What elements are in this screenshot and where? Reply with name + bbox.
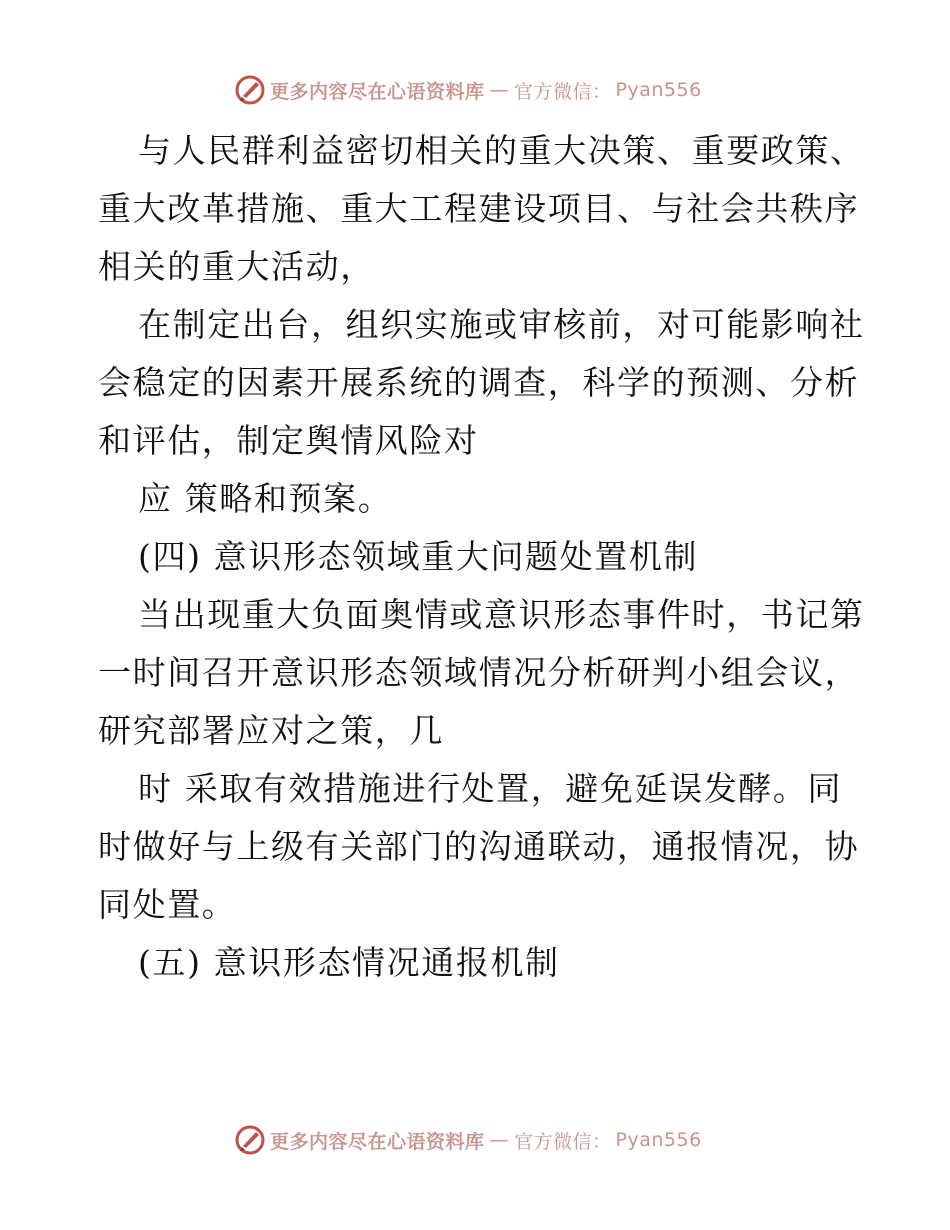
paragraph-line: 同处置。 <box>98 885 237 924</box>
paragraph-line: 时做好与上级有关部门的沟通联动，通报情况，协 <box>98 827 860 866</box>
watermark-text: 更多内容尽在心语资料库 <box>270 1130 485 1153</box>
paragraph-line: 重大改革措施、重大工程建设项目、与社会共秩序 <box>98 189 860 228</box>
header-watermark <box>234 72 702 108</box>
brush-logo-icon <box>234 74 266 106</box>
paragraph-line: 会稳定的因素开展系统的调查，科学的预测、分析 <box>98 363 860 402</box>
paragraph-line: 一时间召开意识形态领域情况分析研判小组会议， <box>98 653 860 692</box>
watermark-text: 更多内容尽在心语资料库 <box>270 80 485 103</box>
watermark-wechat-label: 官方微信： <box>514 80 612 103</box>
footer-watermark <box>234 1122 702 1158</box>
watermark-dash: — <box>489 79 510 101</box>
section-heading: (五) 意识形态情况通报机制 <box>138 943 560 982</box>
watermark-wechat-label: 官方微信： <box>514 1130 612 1153</box>
paragraph-line: 相关的重大活动， <box>98 247 375 286</box>
watermark-wechat-id: Pyan556 <box>615 1129 702 1151</box>
paragraph-line: 和评估，制定舆情风险对 <box>98 421 479 460</box>
watermark-dash: — <box>489 1129 510 1151</box>
paragraph-line: 研究部署应对之策，几 <box>98 711 444 750</box>
paragraph-line: 在制定出台，组织实施或审核前，对可能影响社 <box>138 305 865 344</box>
watermark-wechat-id: Pyan556 <box>615 79 702 101</box>
paragraph-line: 时 采取有效措施进行处置，避免延误发酵。同 <box>138 769 843 808</box>
paragraph-line: 应 策略和预案。 <box>138 479 393 518</box>
paragraph-line: 当出现重大负面奥情或意识形态事件时，书记第 <box>138 595 865 634</box>
section-heading: (四) 意识形态领域重大问题处置机制 <box>138 537 699 576</box>
brush-logo-icon <box>234 1124 266 1156</box>
paragraph-line: 与人民群利益密切相关的重大决策、重要政策、 <box>138 131 865 170</box>
document-body <box>98 122 865 992</box>
